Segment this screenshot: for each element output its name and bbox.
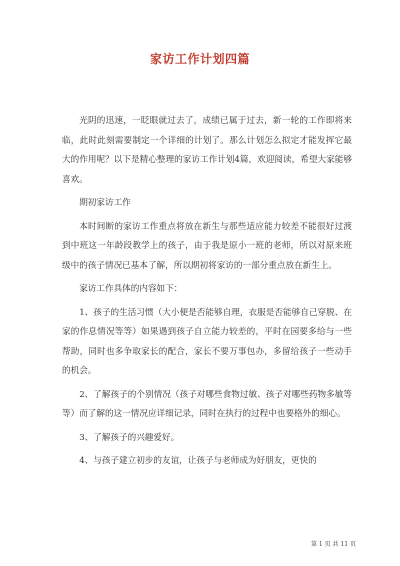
paragraph-content-intro: 家访工作具体的内容如下： xyxy=(79,284,183,294)
list-item-allergies: 2、了解孩子的个别情况（孩子对哪些食物过敏、孩子对哪些药物多敏等等）而了解的这一情况应详细记录，同时在执行的过程中也要格外的细心。 xyxy=(62,389,352,419)
page-number: 第 1 页 共 11 页 xyxy=(311,541,356,548)
document-title: 家访工作计划四篇 xyxy=(149,52,250,66)
list-item-friendship: 4、与孩子建立初步的友谊，让孩子与老师成为好朋友，更快的 xyxy=(79,456,317,466)
paragraph-focus: 本时间断的家访工作重点将放在新生与那些适应能力较差不能很好过渡到中班这一年龄段教学上的孩子，由于我是原小一班的老师，所以对原来班级中的孩子情况已基本了解，所以期初将家访的一部分重点放在新生上。 xyxy=(62,221,352,271)
list-item-habits: 1、孩子的生活习惯（大小便是否能够自理，衣服是否能够自己穿脱、在家的作息情况等等）如果遇到孩子自立能力较差的，平时在园要多给与一些帮助，同时也多争取家长的配合，家长不要万事包办，多留给孩子一些动手的机会。 xyxy=(62,307,352,376)
paragraph-intro: 光阴的迅速，一眨眼就过去了，成绩已属于过去，新一轮的工作即将来临，此时此刻需要制定一个详细的计划了。那么计划怎么拟定才能发挥它最大的作用呢？以下是精心整理的家访工作计划4篇，欢迎阅读，希望大家能够喜欢。 xyxy=(62,116,352,185)
document-body xyxy=(62,112,352,476)
list-item-interests: 3、了解孩子的兴趣爱好。 xyxy=(79,432,180,443)
section-heading: 期初家访工作 xyxy=(79,198,131,208)
